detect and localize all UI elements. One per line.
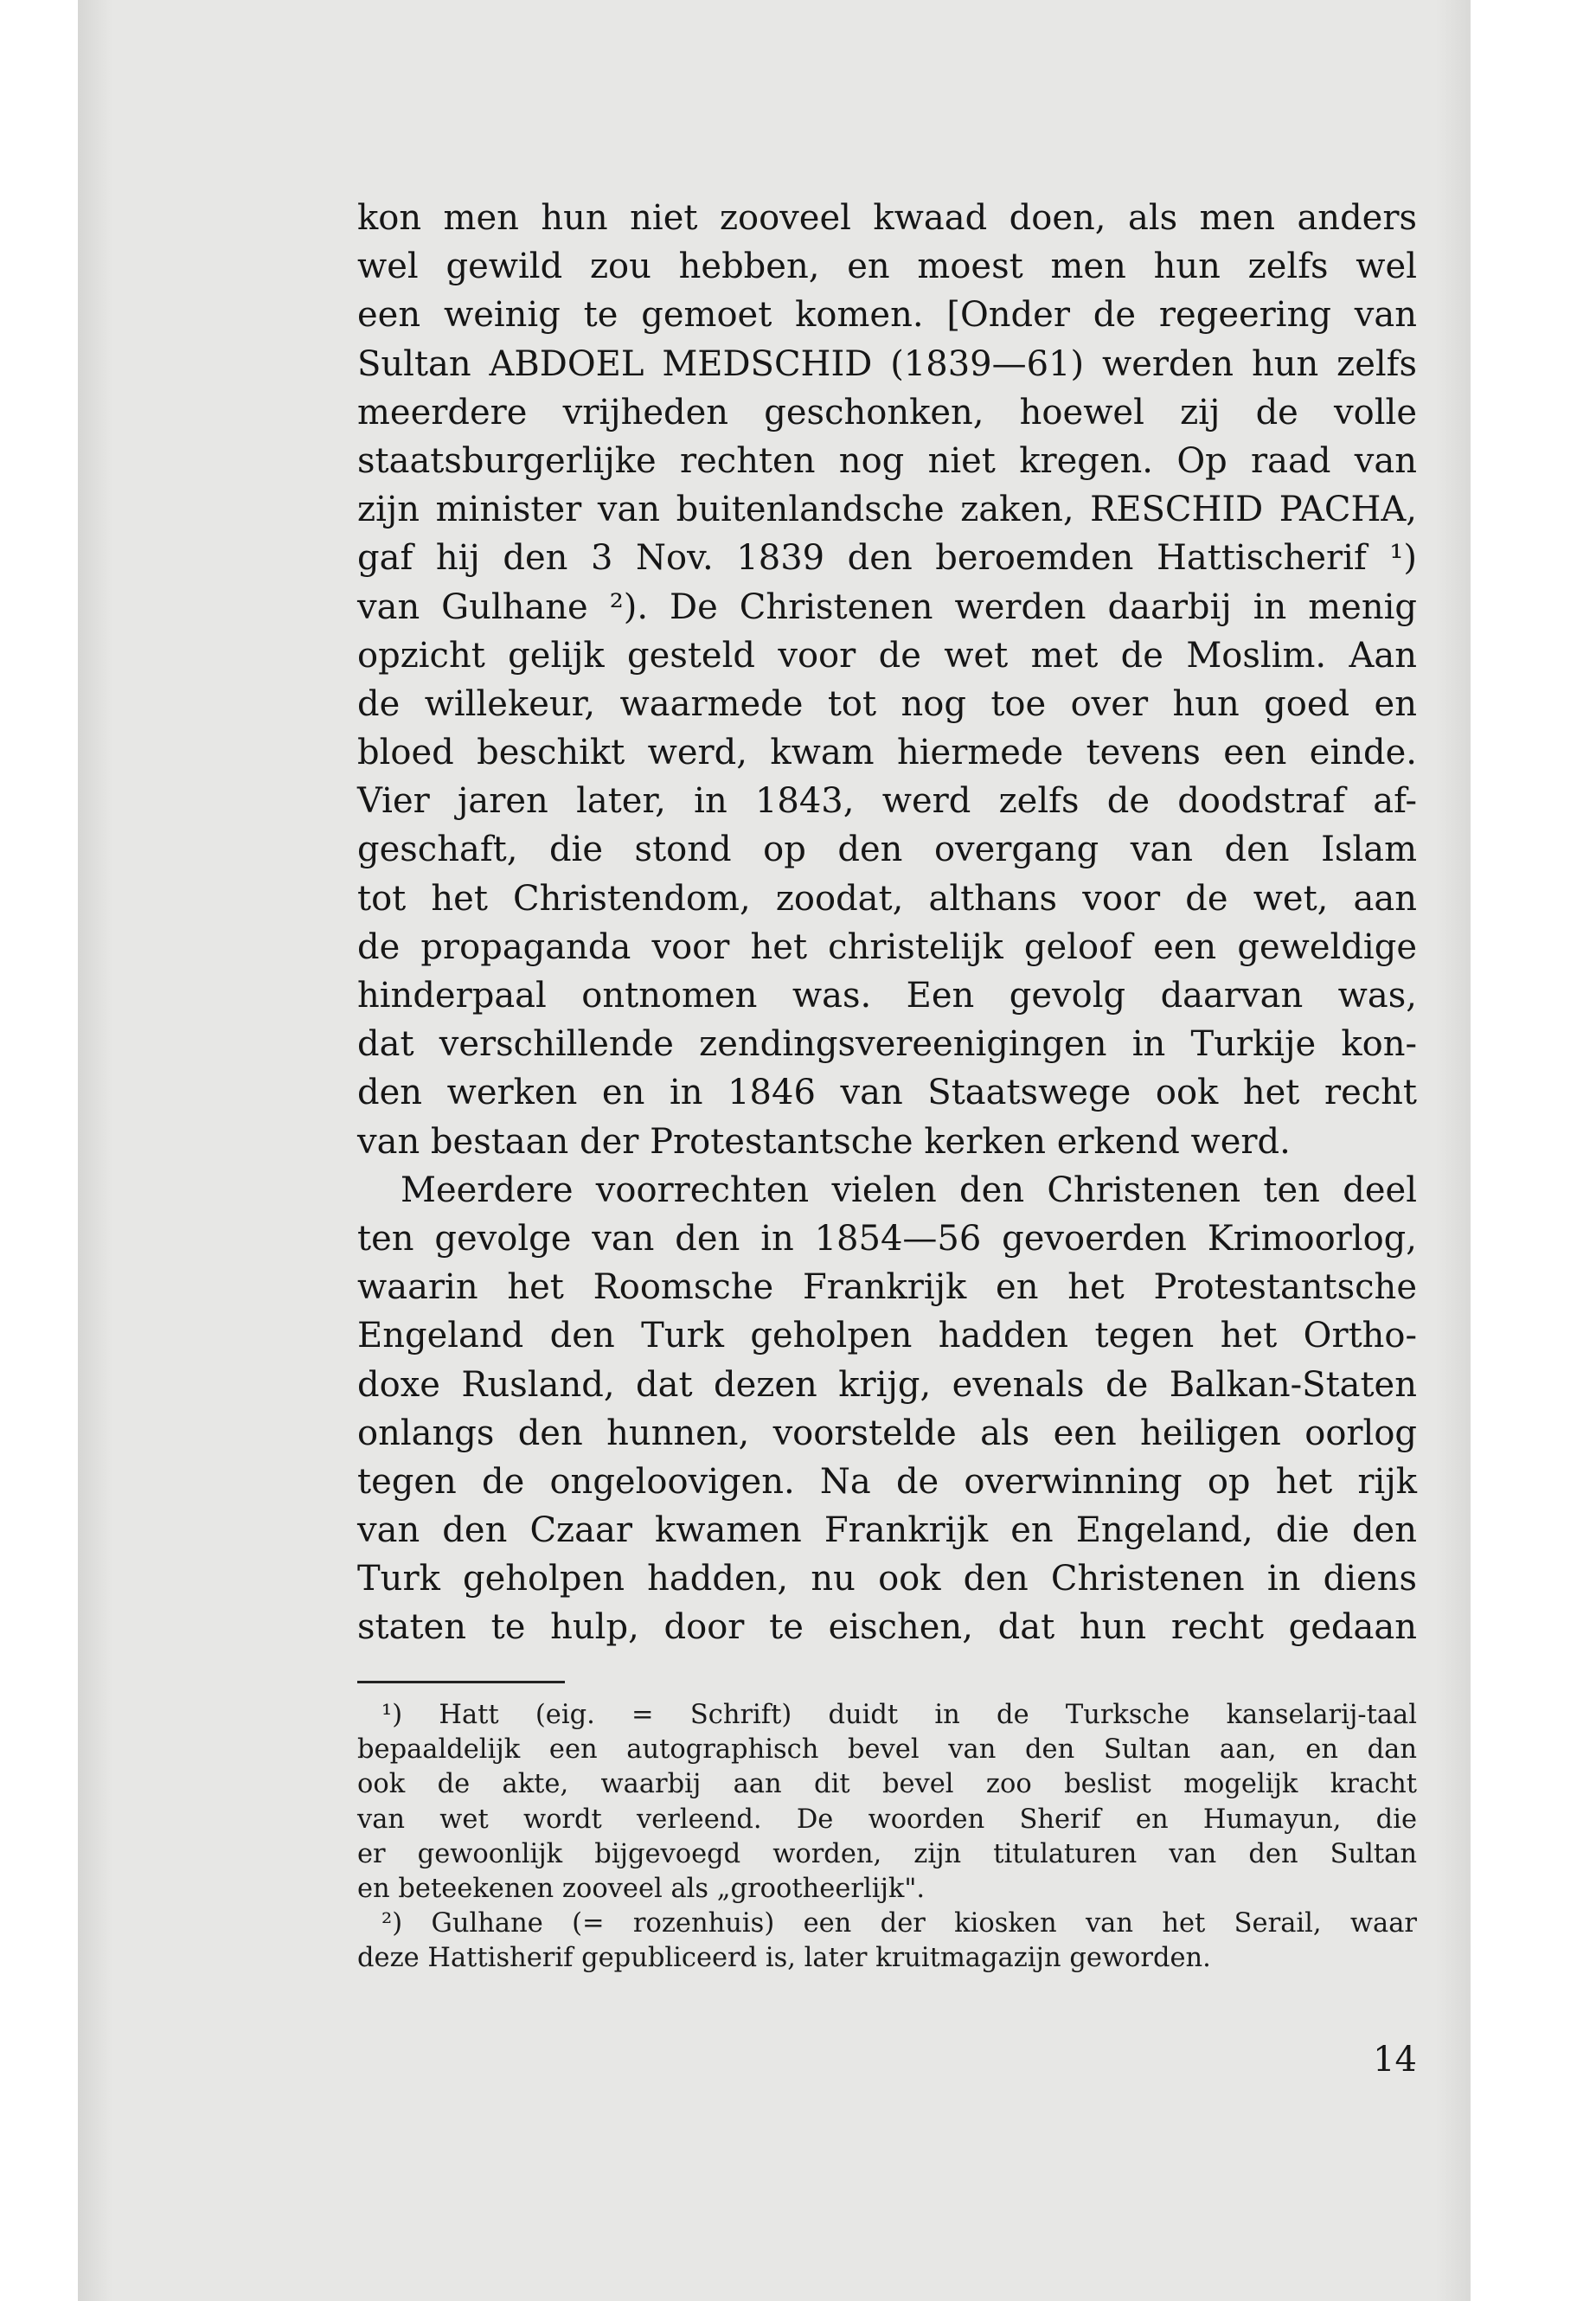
text-line: dat verschillende zendingsvereenigingen in Turkije kon-	[357, 1024, 1417, 1065]
text-line: opzicht gelijk gesteld voor de wet met de Moslim. Aan	[357, 635, 1417, 676]
main-text	[357, 194, 1417, 1652]
page-edge-shadow	[1436, 0, 1471, 2301]
text-line: staten te hulp, door te eischen, dat hun recht gedaan	[357, 1607, 1417, 1648]
footnote-line: ²) Gulhane (= rozenhuis) een der kiosken van het Serail, waar	[381, 1908, 1417, 1939]
text-line: geschaft, die stond op den overgang van den Islam	[357, 830, 1417, 870]
text-line: van bestaan der Protestantsche kerken erkend werd.	[357, 1121, 1291, 1162]
text-line: de propaganda voor het christelijk geloof een geweldige	[357, 926, 1417, 967]
text-line: tot het Christendom, zoodat, althans voor de wet, aan	[357, 878, 1417, 919]
text-line: den werken en in 1846 van Staatswege ook het recht	[357, 1073, 1417, 1113]
text-line: hinderpaal ontnomen was. Een gevolg daarvan was,	[357, 976, 1417, 1016]
footnote-line: bepaaldelijk een autographisch bevel van den Sultan aan, en dan	[357, 1734, 1417, 1766]
footnotes	[357, 1698, 1417, 1977]
footnote-line: ¹) Hatt (eig. = Schrift) duidt in de Turksche kanselarij-taal	[381, 1700, 1417, 1730]
text-line: Turk geholpen hadden, nu ook den Christenen in diens	[357, 1559, 1417, 1599]
text-line: Vier jaren later, in 1843, werd zelfs de doodstraf af-	[357, 781, 1417, 822]
footnote-line: er gewoonlijk bijgevoegd worden, zijn titulaturen van den Sultan	[357, 1838, 1417, 1869]
footnote-divider	[357, 1681, 565, 1683]
text-line: zijn minister van buitenlandsche zaken, RESCHID PACHA,	[357, 490, 1417, 530]
footnote-line: en beteekenen zooveel als „grootheerlijk".	[357, 1873, 926, 1904]
text-line: Meerdere voorrechten vielen den Christenen ten deel	[401, 1170, 1417, 1210]
text-line: kon men hun niet zooveel kwaad doen, als men anders	[357, 198, 1417, 238]
text-line: van den Czaar kwamen Frankrijk en Engeland, die den	[357, 1510, 1417, 1551]
footnote-line: van wet wordt verleend. De woorden Sherif en Humayun, die	[357, 1804, 1417, 1835]
text-line: wel gewild zou hebben, en moest men hun zelfs wel	[357, 247, 1417, 287]
footnote-line: deze Hattisherif gepubliceerd is, later kruitmagazijn geworden.	[357, 1943, 1211, 1974]
text-line: ten gevolge van den in 1854—56 gevoerden Krimoorlog,	[357, 1218, 1417, 1259]
text-line: bloed beschikt werd, kwam hiermede tevens een einde.	[357, 733, 1417, 773]
footnote-line: ook de akte, waarbij aan dit bevel zoo beslist mogelijk kracht	[357, 1769, 1417, 1800]
text-line: Sultan ABDOEL MEDSCHID (1839—61) werden hun zelfs	[357, 343, 1417, 384]
text-line: een weinig te gemoet komen. [Onder de regeering van	[357, 295, 1417, 336]
text-line: meerdere vrijheden geschonken, hoewel zij de volle	[357, 392, 1417, 433]
page-number: 14	[1373, 2040, 1417, 2080]
text-line: gaf hij den 3 Nov. 1839 den beroemden Hattischerif ¹)	[357, 538, 1417, 579]
text-line: staatsburgerlijke rechten nog niet kregen. Op raad van	[357, 440, 1417, 481]
text-line: tegen de ongeloovigen. Na de overwinning op het rijk	[357, 1461, 1417, 1502]
text-line: onlangs den hunnen, voorstelde als een heiligen oorlog	[357, 1413, 1417, 1453]
text-line: doxe Rusland, dat dezen krijg, evenals de Balkan-Staten	[357, 1364, 1417, 1405]
text-line: van Gulhane ²). De Christenen werden daarbij in menig	[357, 586, 1417, 627]
page-gutter-shadow	[78, 0, 112, 2301]
text-line: Engeland den Turk geholpen hadden tegen het Ortho-	[357, 1316, 1417, 1356]
text-line: waarin het Roomsche Frankrijk en het Protestantsche	[357, 1267, 1417, 1308]
text-line: de willekeur, waarmede tot nog toe over hun goed en	[357, 683, 1417, 724]
